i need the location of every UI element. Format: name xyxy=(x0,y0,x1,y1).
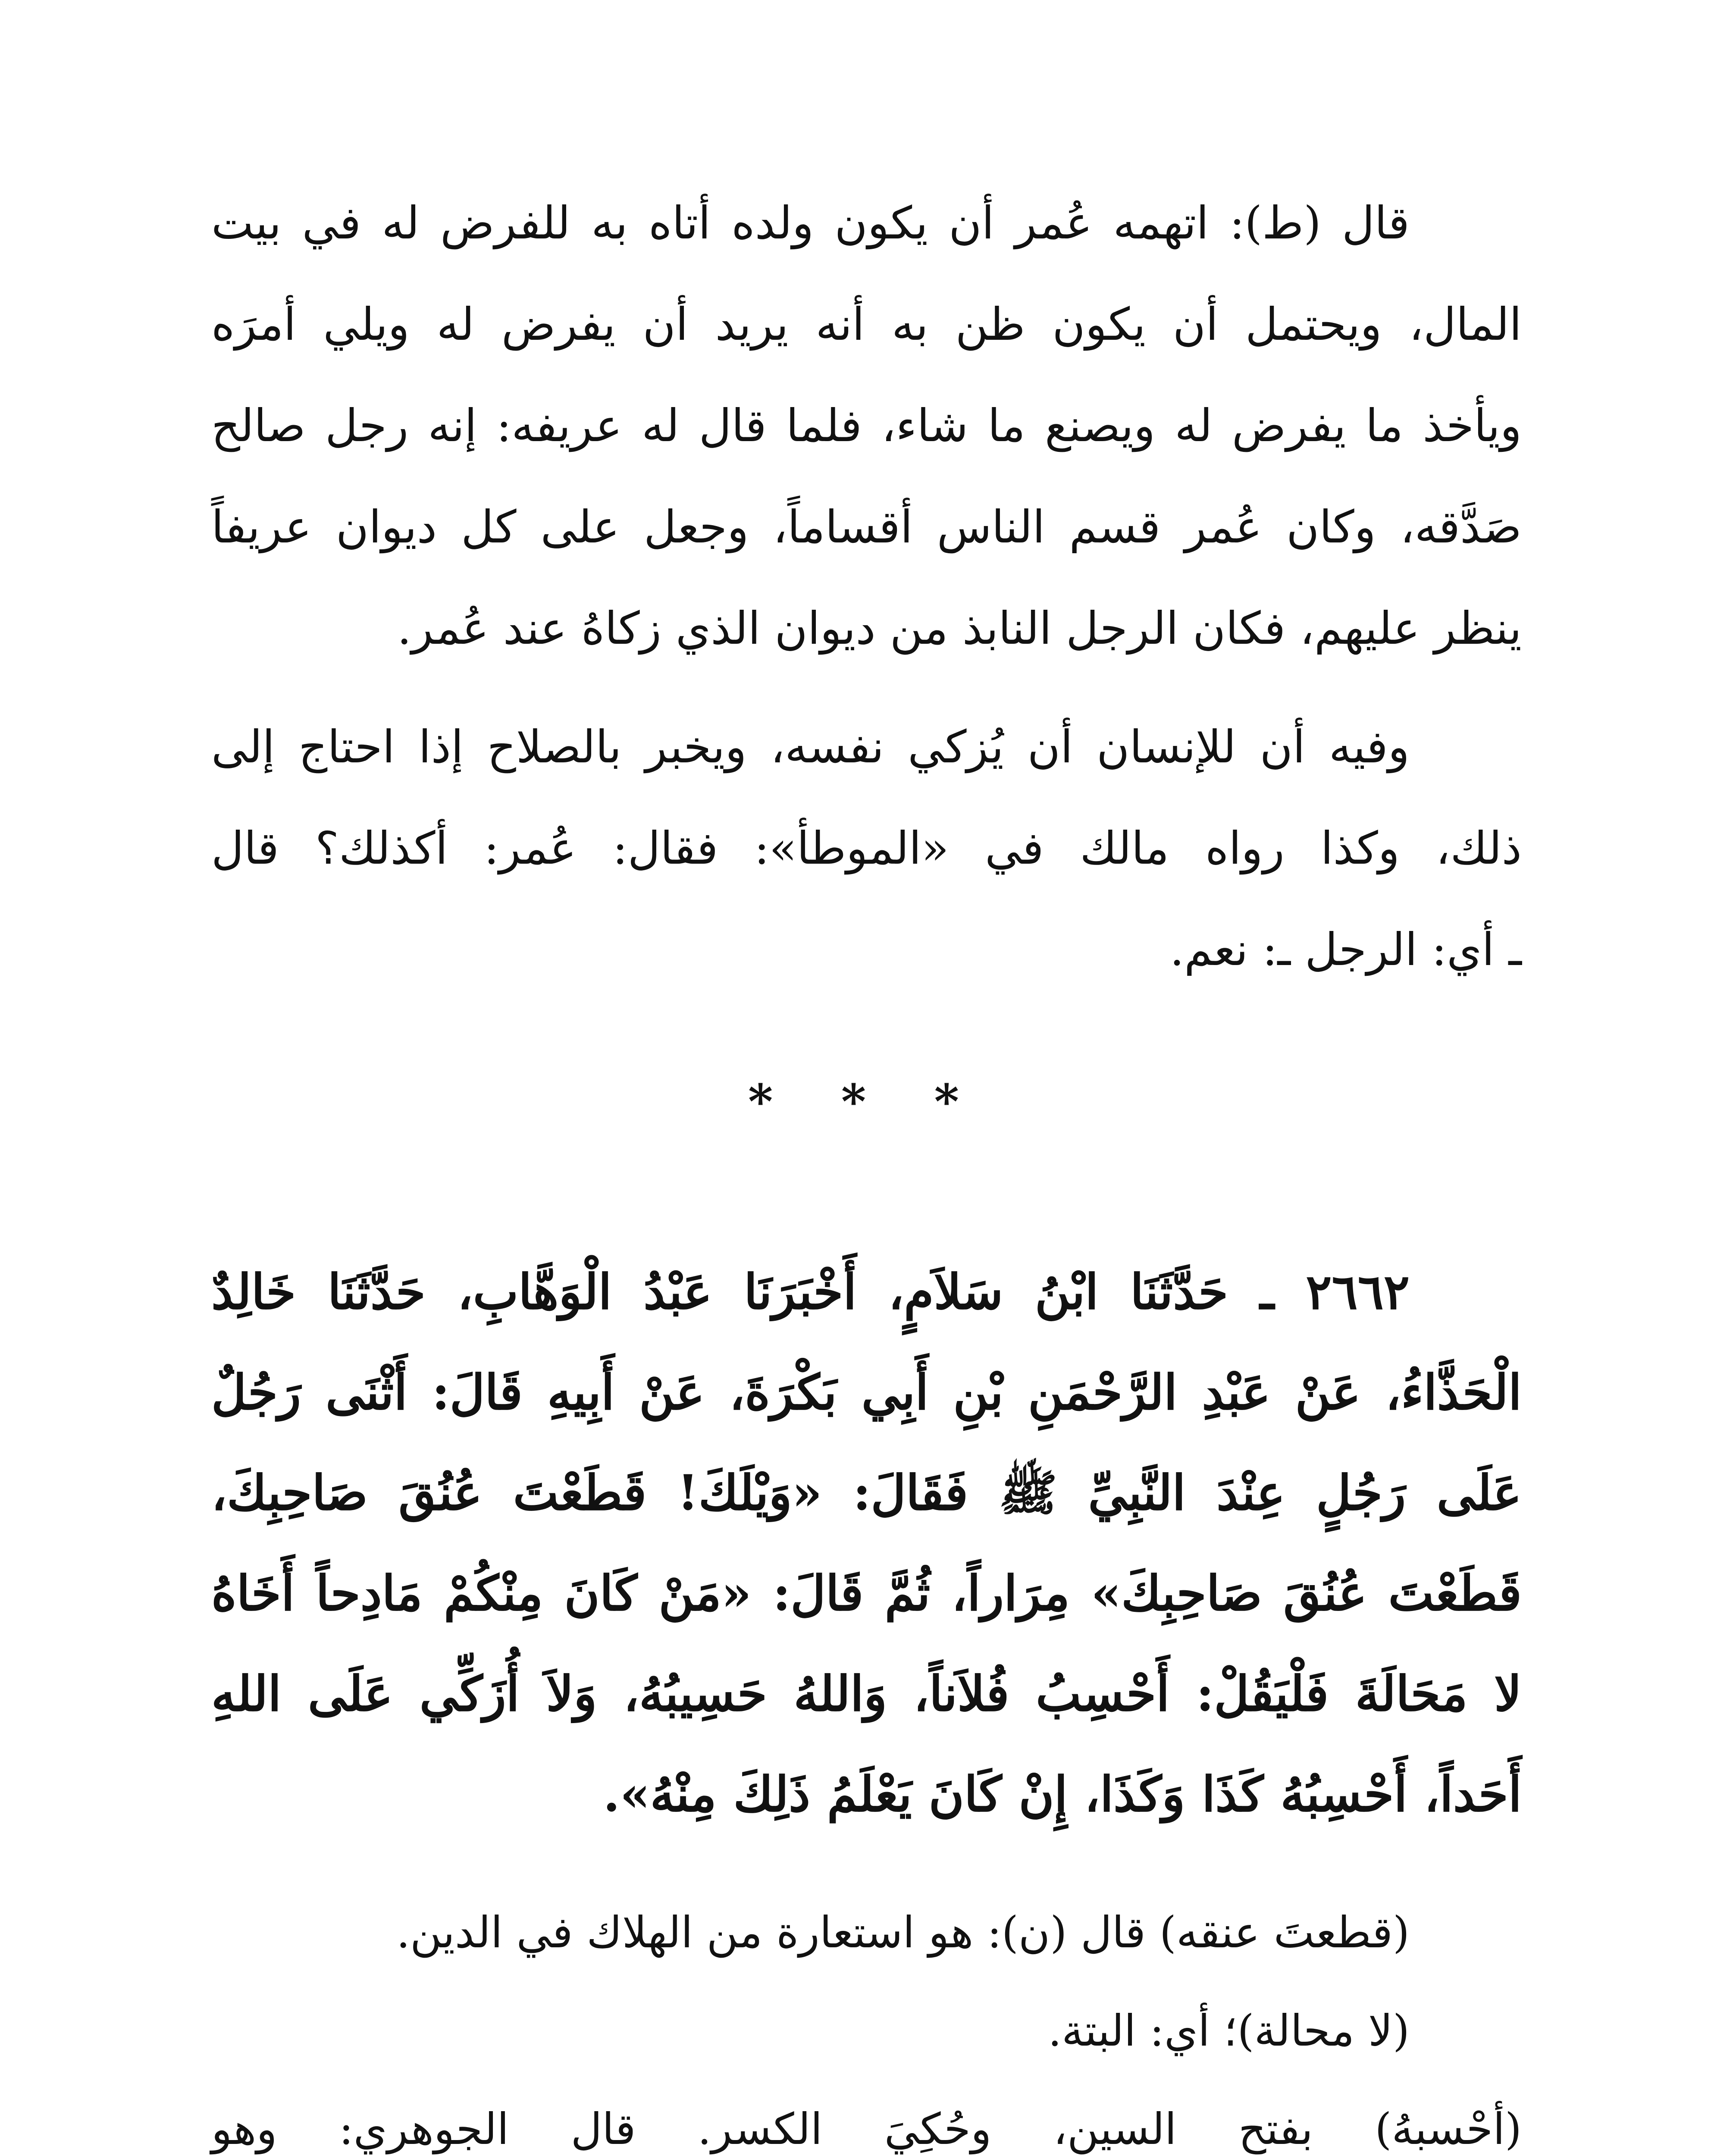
section-separator: * * * xyxy=(748,1074,985,1129)
hadith-line: الْحَذَّاءُ، عَنْ عَبْدِ الرَّحْمَنِ بْنِ أَبِي بَكْرَةَ، عَنْ أَبِيهِ قَالَ: أَثْنَى رَجُلٌ xyxy=(211,1364,1522,1421)
hadith-line: أَحَداً، أَحْسِبُهُ كَذَا وَكَذَا، إِنْ كَانَ يَعْلَمُ ذَلِكَ مِنْهُ». xyxy=(603,1766,1522,1823)
text-line: ويأخذ ما يفرض له ويصنع ما شاء، فلما قال له عريفه: إنه رجل صالح xyxy=(211,399,1522,452)
commentary-paragraph-1 xyxy=(211,172,1522,679)
note-line: (لا محالة)؛ أي: البتة. xyxy=(1048,2006,1410,2056)
note-line: (قطعتَ عنقه) قال (ن): هو استعارة من الهلاك في الدين. xyxy=(396,1907,1410,1958)
commentary-paragraph-2 xyxy=(211,696,1522,1000)
hadith-line: ٢٦٦٢ ـ حَدَّثَنَا ابْنُ سَلاَمٍ، أَخْبَرَنَا عَبْدُ الْوَهَّابِ، حَدَّثَنَا خَالِدٌ xyxy=(211,1264,1410,1320)
text-line: وفيه أن للإنسان أن يُزكي نفسه، ويخبر بالصلاح إذا احتاج إلى xyxy=(211,721,1410,773)
commentary-notes xyxy=(211,1883,1522,2156)
hadith-line: عَلَى رَجُلٍ عِنْدَ النَّبِيِّ ﷺ فَقَالَ: «وَيْلَكَ! قَطَعْتَ عُنُقَ صَاحِبِكَ، xyxy=(211,1465,1522,1521)
hadith-line: قَطَعْتَ عُنُقَ صَاحِبِكَ» مِرَاراً، ثُمَّ قَالَ: «مَنْ كَانَ مِنْكُمْ مَادِحاً أَخَاهُ xyxy=(211,1565,1522,1622)
text-line: قال (ط): اتهمه عُمر أن يكون ولده أتاه به للفرض له في بيت xyxy=(211,197,1410,249)
text-line: ـ أي: الرجل ـ: نعم. xyxy=(1170,923,1522,976)
hadith-line: لا مَحَالَةَ فَلْيَقُلْ: أَحْسِبُ فُلاَناً، وَاللهُ حَسِيبُهُ، وَلاَ أُزَكِّي عَلَى اللهِ xyxy=(211,1666,1522,1722)
text-line: المال، ويحتمل أن يكون ظن به أنه يريد أن يفرض له ويلي أمرَه xyxy=(211,298,1522,351)
text-line: ينظر عليهم، فكان الرجل النابذ من ديوان الذي زكاهُ عند عُمر. xyxy=(397,602,1522,655)
hadith-text xyxy=(211,1242,1522,1845)
text-line: ذلك، وكذا رواه مالك في «الموطأ»: فقال: عُمر: أكذلك؟ قال xyxy=(211,822,1522,874)
note-line: (أحْسبهُ) بفتح السين، وحُكِيَ الكسر. قال الجوهري: وهو xyxy=(211,2104,1522,2154)
text-line: صَدَّقه، وكان عُمر قسم الناس أقساماً، وجعل على كل ديوان عريفاً xyxy=(211,501,1522,553)
